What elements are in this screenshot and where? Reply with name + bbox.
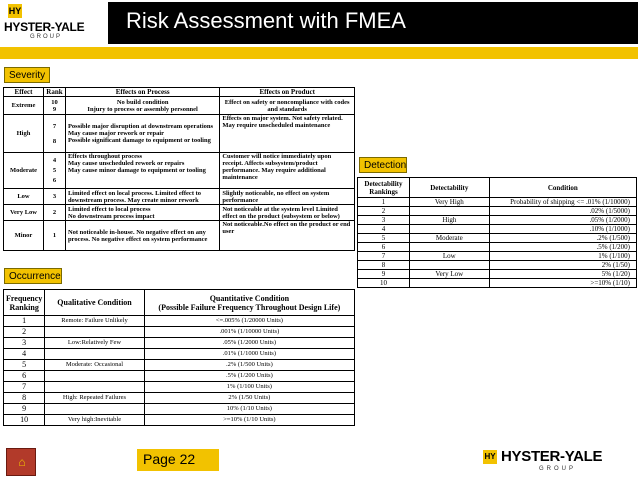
severity-process-line: May cause minor damage to equipment or tooling [67, 167, 206, 174]
detection-level [409, 279, 489, 288]
detection-condition: 2% (1/50) [489, 261, 636, 270]
table-row [4, 393, 355, 404]
occurrence-qualitative [45, 327, 144, 338]
severity-process-line: Limited effect to local process [67, 205, 151, 213]
severity-process-line: No downstream process impact [67, 212, 155, 220]
occurrence-label: Occurrence [4, 268, 62, 284]
detection-header-condition: Condition [489, 178, 636, 198]
logo-subtext: GROUP [30, 34, 63, 40]
severity-process-line: Not noticeable in-house. No negative effect on any process. No negative effect on system performance [65, 221, 219, 251]
detection-condition: .5% (1/200) [489, 243, 636, 252]
detection-condition: .05% (1/2000) [489, 216, 636, 225]
detection-condition: .2% (1/500) [489, 234, 636, 243]
occurrence-qualitative: High: Repeated Failures [45, 393, 144, 404]
severity-effect: Moderate [4, 153, 44, 189]
occurrence-quantitative: .001% (1/10000 Units) [144, 327, 354, 338]
severity-process-line: No build condition [116, 98, 169, 106]
occurrence-quantitative: >=10% (1/10 Units) [144, 415, 354, 426]
detection-level: Very High [409, 198, 489, 207]
occurrence-rank: 8 [4, 393, 45, 404]
occurrence-quantitative: 10% (1/10 Units) [144, 404, 354, 415]
slide-title: Risk Assessment with FMEA [126, 8, 406, 33]
severity-process-line: Limited effect on local process. Limited effect to downstream process. May create minor rework [65, 189, 219, 205]
table-row [4, 349, 355, 360]
table-row [4, 316, 355, 327]
detection-rank: 3 [358, 216, 410, 225]
severity-effect: High [4, 115, 44, 153]
severity-product: Not noticeable.No effect on the product or end user [220, 221, 355, 251]
detection-level: Very Low [409, 270, 489, 279]
severity-rank: 7 [52, 122, 57, 130]
logo-mark-icon: HY [8, 6, 22, 16]
detection-level: Low [409, 252, 489, 261]
table-row [358, 234, 637, 243]
detection-rank: 9 [358, 270, 410, 279]
occurrence-table [3, 289, 355, 426]
severity-effect: Very Low [4, 205, 44, 221]
occurrence-qualitative: Moderate: Occasional [45, 360, 144, 371]
detection-level: Moderate [409, 234, 489, 243]
severity-rank: 9 [52, 105, 57, 113]
severity-effect: Low [4, 189, 44, 205]
severity-label: Severity [4, 67, 50, 83]
occurrence-quantitative: .2% (1/500 Units) [144, 360, 354, 371]
detection-rank: 7 [358, 252, 410, 261]
table-row [4, 327, 355, 338]
occurrence-quantitative: .01% (1/1000 Units) [144, 349, 354, 360]
detection-level [409, 261, 489, 270]
severity-header-effect: Effect [4, 88, 44, 97]
occurrence-quantitative: 1% (1/100 Units) [144, 382, 354, 393]
detection-level [409, 243, 489, 252]
severity-header-product: Effects on Product [220, 88, 355, 97]
table-row [358, 270, 637, 279]
occurrence-rank: 4 [4, 349, 45, 360]
detection-condition: >=10% (1/10) [489, 279, 636, 288]
occurrence-rank: 7 [4, 382, 45, 393]
severity-product: Not noticeable at the system level Limited effect on the product (subsystem or below) [220, 205, 355, 221]
severity-product: Effects on major system. Not safety related. May require unscheduled maintenance [220, 115, 355, 153]
severity-rank: 8 [52, 137, 57, 145]
table-row [358, 243, 637, 252]
occurrence-qualitative [45, 371, 144, 382]
detection-condition: .10% (1/1000) [489, 225, 636, 234]
detection-header-ranking: Detectability Rankings [358, 178, 410, 198]
detection-rank: 6 [358, 243, 410, 252]
footer-logo-text: HYSTER-YALE [501, 448, 603, 465]
table-row [4, 205, 355, 221]
footer-logo-subtext: GROUP [539, 466, 577, 472]
severity-rank: 1 [43, 221, 65, 251]
table-row [358, 225, 637, 234]
detection-label: Detection [359, 157, 407, 173]
table-row [4, 415, 355, 426]
occurrence-quantitative: 2% (1/50 Units) [144, 393, 354, 404]
occurrence-rank: 5 [4, 360, 45, 371]
home-icon: ⌂ [18, 455, 26, 469]
severity-rank: 4 [52, 157, 57, 164]
table-row [4, 404, 355, 415]
detection-table [357, 177, 637, 288]
table-row [358, 261, 637, 270]
occurrence-quantitative: <=.005% (1/20000 Units) [144, 316, 354, 327]
table-row [358, 279, 637, 288]
occurrence-qualitative [45, 382, 144, 393]
occurrence-header-quantitative-sub: (Possible Failure Frequency Throughout Design Life) [158, 302, 341, 312]
severity-product: Slightly noticeable, no effect on system performance [220, 189, 355, 205]
table-row [4, 360, 355, 371]
page-number: Page 22 [137, 449, 219, 471]
severity-header-process: Effects on Process [65, 88, 219, 97]
detection-condition: .02% (1/5000) [489, 207, 636, 216]
occurrence-qualitative [45, 349, 144, 360]
occurrence-quantitative: .05% (1/2000 Units) [144, 338, 354, 349]
occurrence-rank: 9 [4, 404, 45, 415]
occurrence-qualitative: Remote: Failure Unlikely [45, 316, 144, 327]
table-row [4, 189, 355, 205]
severity-process-line: May cause major rework or repair [67, 130, 165, 137]
severity-rank: 10 [51, 98, 58, 106]
detection-rank: 8 [358, 261, 410, 270]
severity-process-line: Possible significant damage to equipment or tooling [67, 137, 211, 144]
occurrence-header-quantitative: Quantitative Condition [209, 293, 290, 303]
detection-level [409, 207, 489, 216]
occurrence-rank: 2 [4, 327, 45, 338]
severity-process-line: Injury to process or assembly personnel [87, 105, 198, 113]
severity-rank: 3 [43, 189, 65, 205]
severity-process-line: Effects throughout process [67, 153, 143, 160]
severity-product: Customer will notice immediately upon receipt. Affects subsystem/product performance. May require additional maintenance [220, 153, 355, 189]
severity-process-line: May cause unscheduled rework or repairs [67, 160, 185, 167]
table-row [4, 382, 355, 393]
severity-effect: Minor [4, 221, 44, 251]
severity-rank: 2 [43, 205, 65, 221]
logo-mark-icon: HY [483, 450, 497, 464]
table-row [358, 198, 637, 207]
detection-rank: 2 [358, 207, 410, 216]
table-row [4, 115, 355, 153]
table-row [358, 252, 637, 261]
company-logo [0, 0, 90, 47]
occurrence-quantitative: .5% (1/200 Units) [144, 371, 354, 382]
detection-rank: 1 [358, 198, 410, 207]
detection-condition: Probability of shipping <= .01% (1/10000) [489, 198, 636, 207]
severity-rank: 6 [52, 177, 57, 184]
slide-header [0, 0, 638, 62]
occurrence-rank: 6 [4, 371, 45, 382]
detection-level: High [409, 216, 489, 225]
table-row [358, 216, 637, 225]
table-row [4, 153, 355, 189]
title-bar [108, 2, 638, 44]
occurrence-qualitative [45, 404, 144, 415]
detection-rank: 5 [358, 234, 410, 243]
table-row [4, 338, 355, 349]
occurrence-qualitative: Very high:Inevitable [45, 415, 144, 426]
severity-effect: Extreme [4, 97, 44, 115]
severity-process-line: Possible major disruption at downstream operations [67, 123, 214, 130]
home-button[interactable] [6, 448, 36, 476]
severity-rank: 5 [52, 167, 57, 174]
severity-table [3, 87, 355, 251]
detection-condition: 1% (1/100) [489, 252, 636, 261]
detection-condition: 5% (1/20) [489, 270, 636, 279]
severity-header-rank: Rank [43, 88, 65, 97]
table-row [4, 371, 355, 382]
occurrence-header-ranking: Frequency Ranking [4, 290, 45, 316]
detection-rank: 10 [358, 279, 410, 288]
detection-header-detectability: Detectability [409, 178, 489, 198]
occurrence-qualitative: Low:Relatively Few [45, 338, 144, 349]
table-row [4, 221, 355, 251]
table-row [358, 207, 637, 216]
occurrence-header-qualitative: Qualitative Condition [45, 290, 144, 316]
logo-text: HYSTER-YALE [4, 20, 85, 34]
detection-rank: 4 [358, 225, 410, 234]
table-row [4, 97, 355, 115]
occurrence-rank: 3 [4, 338, 45, 349]
occurrence-rank: 1 [4, 316, 45, 327]
severity-product: Effect on safety or noncompliance with codes and standards [220, 97, 355, 115]
detection-level [409, 225, 489, 234]
accent-bar [0, 47, 638, 59]
occurrence-rank: 10 [4, 415, 45, 426]
footer-logo [483, 448, 633, 476]
